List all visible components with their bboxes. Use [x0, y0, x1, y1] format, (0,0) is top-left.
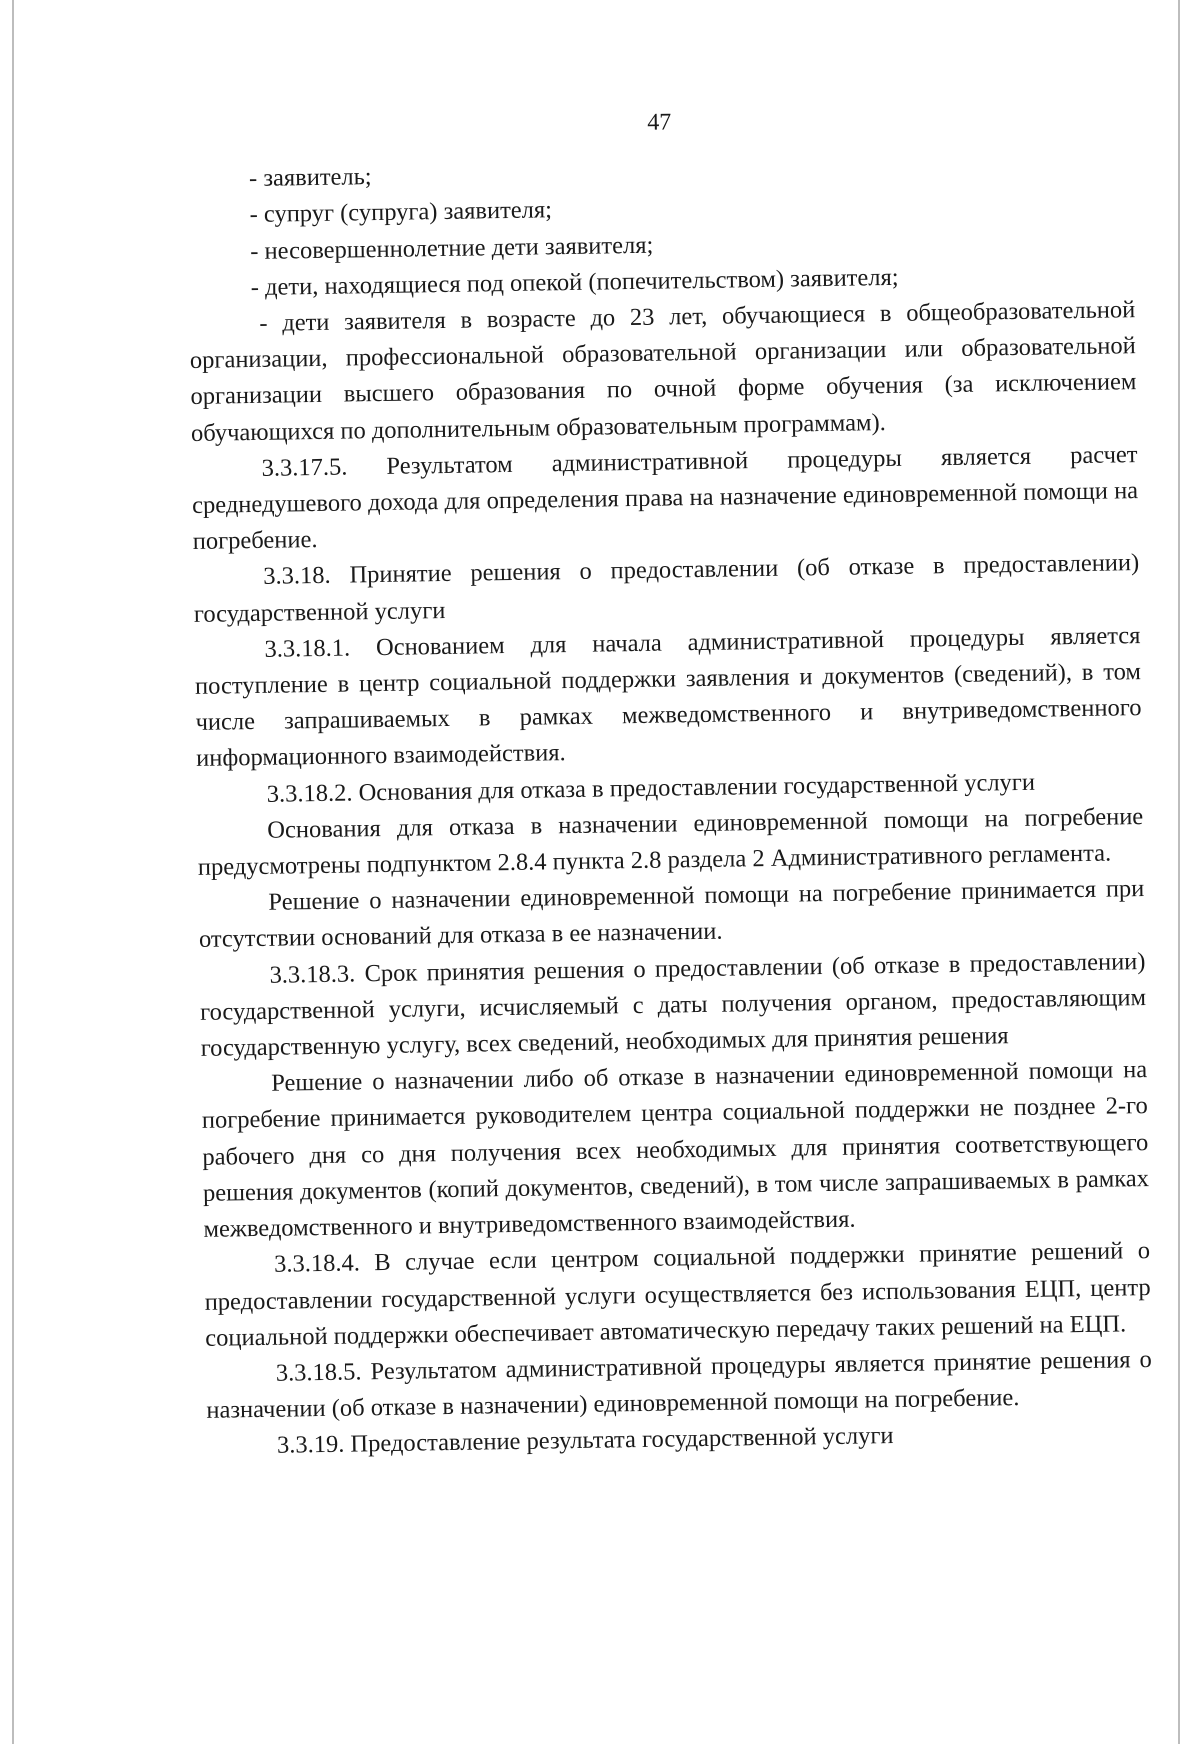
page-number: 47	[647, 109, 672, 136]
paragraph-decision-made: Решение о назначении единовременной помощи на погребение принимается при отсутствии оснований для отказа в ее назначении.	[198, 875, 1145, 954]
scan-edge-left	[12, 0, 14, 1744]
paragraph-3-3-18-5: 3.3.18.5. Результатом административной процедуры является принятие решения о назначении (об отказе в назначении) единовременной помощи на погребение.	[206, 1345, 1152, 1424]
list-item: - несовершеннолетние дети заявителя;	[249, 231, 654, 265]
section-heading-3-3-19: 3.3.19. Предоставление результата государственной услуги	[276, 1422, 894, 1460]
list-item: - дети, находящиеся под опекой (попечительством) заявителя;	[250, 263, 899, 301]
list-item: - супруг (супруга) заявителя;	[249, 196, 553, 229]
paragraph-children-under-23: - дети заявителя в возрасте до 23 лет, обучающиеся в общеобразовательной организации, профессиональной образовательной организации или образовательной организации высшего образования по очной форме обучения (за исключением обучающихся по дополнительным образовательным программам).	[189, 296, 1137, 447]
paragraph-3-3-18-4: 3.3.18.4. В случае если центром социальной поддержки принятие решений о предоставлении государственной услуги осуществляется без использования ЕЦП, центр социальной поддержки обеспечивает автоматическую передачу таких решений на ЕЦП.	[204, 1237, 1151, 1352]
paragraph-3-3-18-1: 3.3.18.1. Основанием для начала административной процедуры является поступление в центр социальной поддержки заявления и документов (сведений), в том числе запрашиваемых в рамках межведомственного и внутриведомственного информационного взаимодействия.	[194, 621, 1142, 773]
scan-edge-right	[1178, 0, 1180, 1744]
list-item: - заявитель;	[248, 163, 372, 193]
paragraph-refusal-grounds: Основания для отказа в назначении единовременной помощи на погребение предусмотрены подпунктом 2.8.4 пункта 2.8 раздела 2 Административного регламента.	[197, 802, 1144, 881]
paragraph-decision-deadline: Решение о назначении либо об отказе в назначении единовременной помощи на погребение принимается руководителем центра социальной поддержки не позднее 2-го рабочего дня со дня получения всех необходимых для принятия соответствующего решения документов (копий документов, сведений), в том числе запрашиваемых в рамках межведомственного и внутриведомственного взаимодействия.	[201, 1056, 1150, 1243]
section-heading-3-3-18-3: 3.3.18.3. Срок принятия решения о предоставлении (об отказе в предоставлении) государственной услуги, исчисляемый с даты получения органом, предоставляющим государственную услугу, всех сведений, необходимых для принятия решения	[199, 947, 1147, 1062]
section-heading-3-3-18-2: 3.3.18.2. Основания для отказа в предоставлении государственной услуги	[266, 768, 1036, 808]
paragraph-3-3-17-5: 3.3.17.5. Результатом административной процедуры является расчет среднедушевого дохода для определения права на назначение единовременной помощи на погребение.	[191, 440, 1139, 556]
document-page	[186, 97, 1153, 1465]
section-heading-3-3-18: 3.3.18. Принятие решения о предоставлении (об отказе в предоставлении) государственной услуги	[193, 549, 1140, 628]
